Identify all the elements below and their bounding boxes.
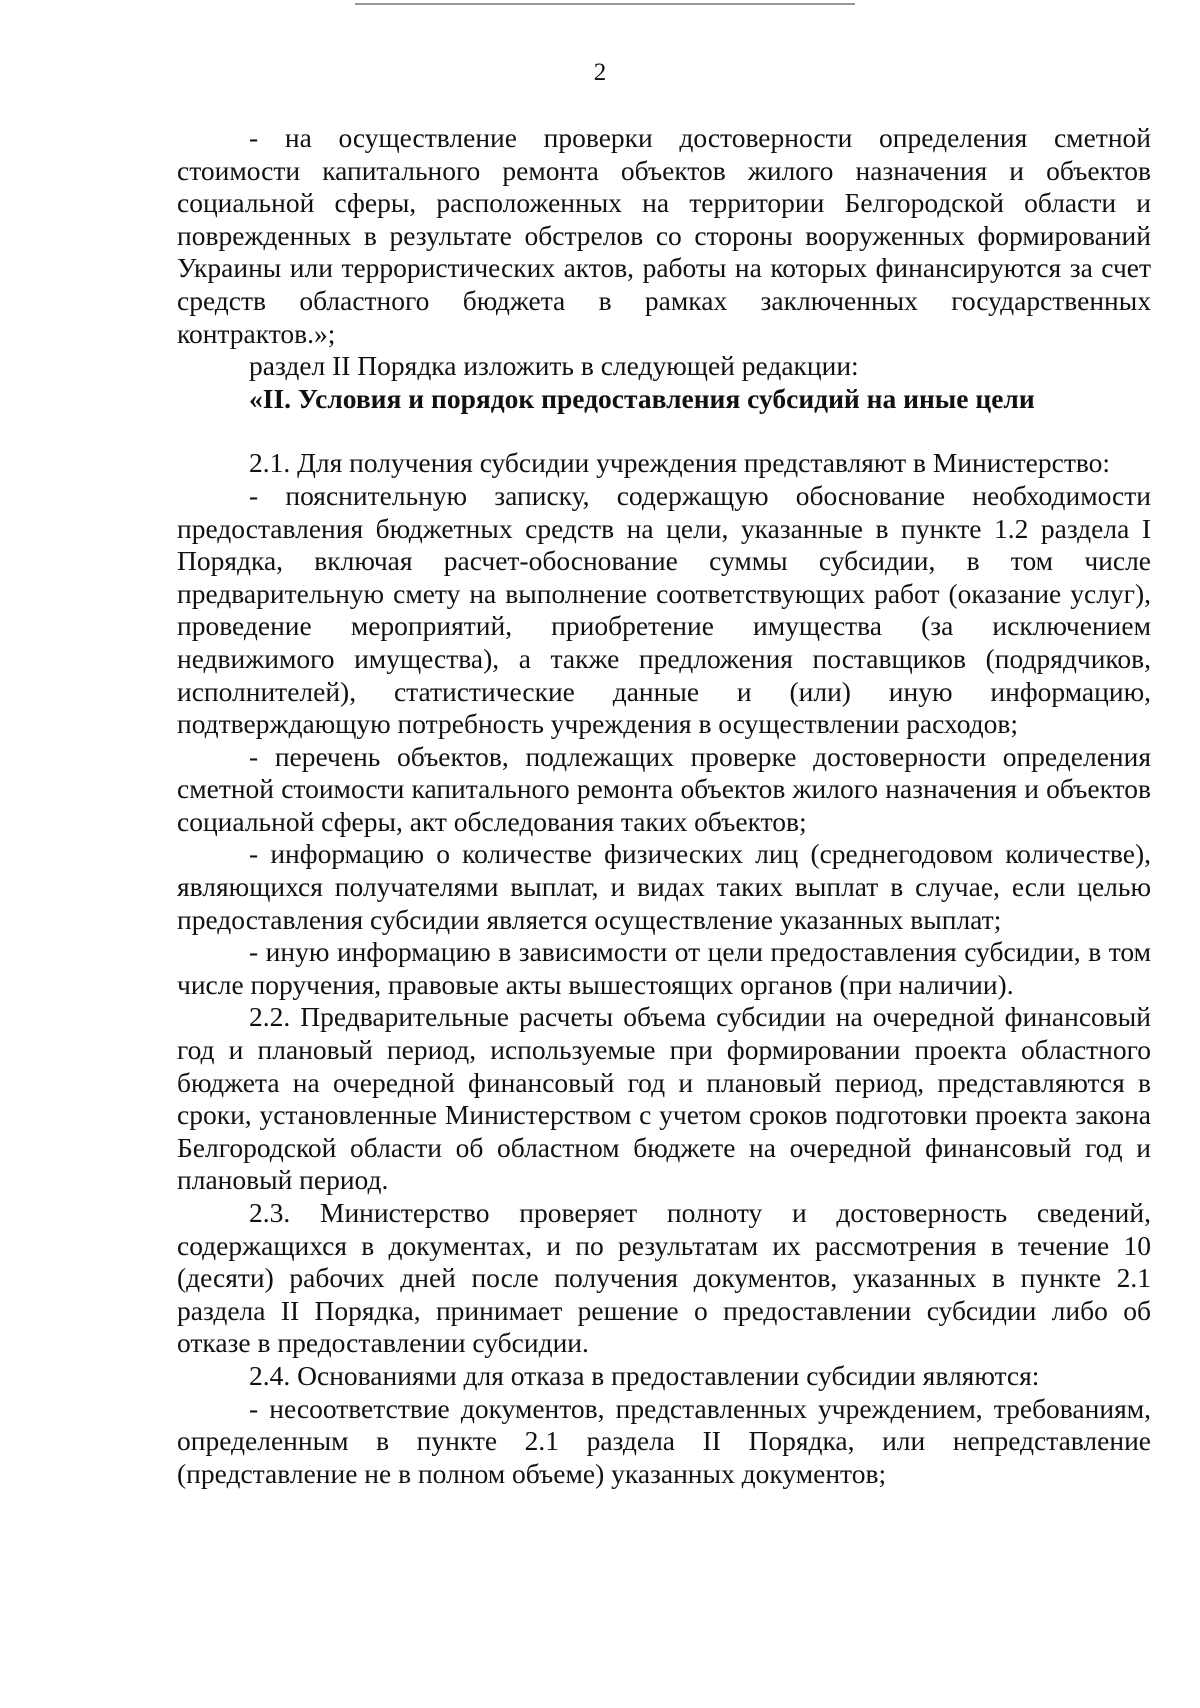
paragraph-explanatory-note: - пояснительную записку, содержащую обоснование необходимости предоставления бюджетных средств на цели, указанные в пункте 1.2 раздела I Порядка, включая расчет-обоснование суммы субсидии, в том числе предварительную смету на выполнение соответствующих работ (оказание услуг), проведение мероприятий, приобретение имущества (за исключением недвижимого имущества), а также предложения поставщиков (подрядчиков, исполнителей), статистические данные и (или) иную информацию, подтверждающую потребность учреждения в осуществлении расходов; xyxy=(177,479,1151,740)
section-heading: «II. Условия и порядок предоставления субсидий на иные цели xyxy=(249,382,1035,414)
page-number: 2 xyxy=(593,59,607,86)
paragraph-2-3: 2.3. Министерство проверяет полноту и достоверность сведений, содержащихся в документах, и по результатам их рассмотрения в течение 10 (десяти) рабочих дней после получения документов, указанных в пункте 2.1 раздела II Порядка, принимает решение о предоставлении субсидии либо об отказе в предоставлении субсидии. xyxy=(177,1197,1151,1359)
paragraph-persons-info: - информацию о количестве физических лиц (среднегодовом количестве), являющихся получателями выплат, и видах таких выплат в случае, если целью предоставления субсидии является осуществление указанных выплат; xyxy=(177,838,1151,935)
paragraph-other-info: - иную информацию в зависимости от цели предоставления субсидии, в том числе поручения, правовые акты вышестоящих органов (при наличии). xyxy=(177,936,1151,1000)
paragraph-2-1: 2.1. Для получения субсидии учреждения представляют в Министерство: xyxy=(249,447,1111,479)
scan-artifact-line xyxy=(355,3,855,5)
paragraph-section-amendment: раздел II Порядка изложить в следующей редакции: xyxy=(249,350,859,382)
paragraph-refusal-reason: - несоответствие документов, представленных учреждением, требованиям, определенным в пункте 2.1 раздела II Порядка, или непредставление (представление не в полном объеме) указанных документов; xyxy=(177,1392,1151,1489)
document-body xyxy=(177,122,1151,1490)
paragraph-item-verification: - на осуществление проверки достоверности определения сметной стоимости капитального ремонта объектов жилого назначения и объектов социальной сферы, расположенных на территории Белгородской области и поврежденных в результате обстрелов со стороны вооруженных формирований Украины или террористических актов, работы на которых финансируются за счет средств областного бюджета в рамках заключенных государственных контрактов.»; xyxy=(177,122,1151,349)
paragraph-2-2: 2.2. Предварительные расчеты объема субсидии на очередной финансовый год и плановый период, используемые при формировании проекта областного бюджета на очередной финансовый год и плановый период, представляются в сроки, установленные Министерством с учетом сроков подготовки проекта закона Белгородской области об областном бюджете на очередной финансовый год и плановый период. xyxy=(177,1001,1151,1196)
paragraph-2-4: 2.4. Основаниями для отказа в предоставлении субсидии являются: xyxy=(249,1359,1040,1391)
paragraph-objects-list: - перечень объектов, подлежащих проверке достоверности определения сметной стоимости капитального ремонта объектов жилого назначения и объектов социальной сферы, акт обследования таких объектов; xyxy=(177,740,1151,837)
